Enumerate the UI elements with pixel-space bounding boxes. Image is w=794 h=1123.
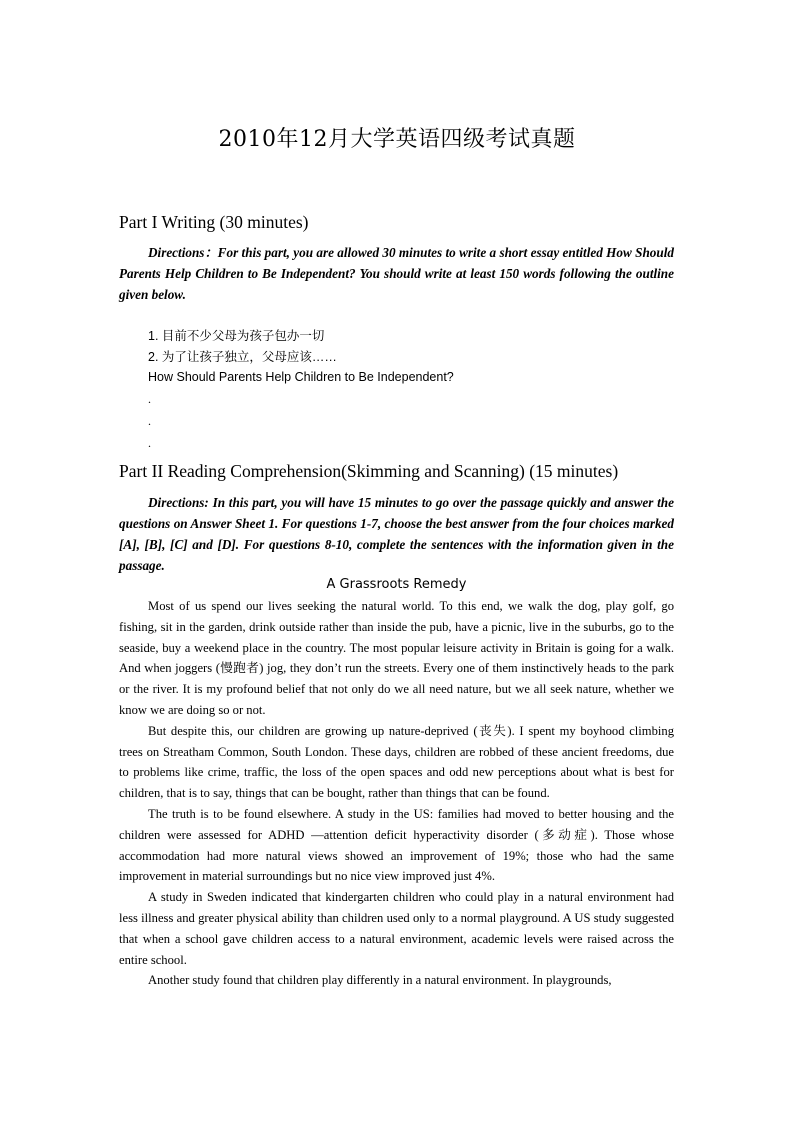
article-paragraph: Most of us spend our lives seeking the natural world. To this end, we walk the dog, play golf, go fishing, sit in the garden, drink outside rather than inside the pub, have a picnic, live in the suburbs, go to the seaside, buy a weekend place in the country. The most popular leisure activity in Britain is going for a walk. And when joggers (慢跑者) jog, they don’t run the streets. Every one of them instinctively heads to the park or the river. It is my profound belief that not only do we all need nature, but we all seek nature, whether we know we are doing so or not. — [119, 599, 674, 717]
essay-title-line: How Should Parents Help Children to Be Independent? — [148, 370, 454, 384]
article-paragraph: But despite this, our children are growing up nature-deprived (丧失). I spent my boyhood climbing trees on Streatham Common, South London. These days, children are robbed of these ancient freedoms, due to problems like crime, traffic, the loss of the open spaces and odd new perceptions about what is best for children, that is to say, things that can be bought, rather than things that can be found. — [119, 723, 674, 801]
blank-line-dot: . — [148, 391, 151, 406]
outline-item: 1. 目前不少父母为孩子包办一切 — [148, 329, 325, 343]
outline-item: 2. 为了让孩子独立，父母应该…… — [148, 349, 337, 364]
part1-directions: Directions：For this part, you are allowed 30 minutes to write a short essay entitled How Should Parents Help Children to Be Independent? You should write at least 150 words following the outline given below. — [119, 245, 674, 302]
article-paragraph: A study in Sweden indicated that kindergarten children who could play in a natural environment had less illness and greater physical ability than children used only to a normal playground. A US study suggested that when a school gave children access to a natural environment, academic levels were raised across the entire school. — [119, 890, 674, 967]
part2-heading: Part II Reading Comprehension(Skimming and Scanning) (15 minutes) — [119, 461, 619, 481]
part1-heading: Part I Writing (30 minutes) — [119, 212, 309, 232]
page-title: 2010年12月大学英语四级考试真题 — [218, 127, 576, 152]
outline-list — [148, 326, 454, 454]
article-paragraph: The truth is to be found elsewhere. A study in the US: families had moved to better housing and the children were assessed for ADHD —attention deficit hyperactivity disorder (多动症). Those whose accommodation had more natural views showed an improvement of 19%; those who had the same improvement in material surroundings but no nice view improved just 4%. — [119, 806, 674, 884]
article-body — [119, 596, 674, 991]
article-title: A Grassroots Remedy — [326, 577, 467, 592]
blank-line-dot: . — [148, 435, 151, 450]
part2-directions: Directions: In this part, you will have 15 minutes to go over the passage quickly and answer the questions on Answer Sheet 1. For questions 1-7, choose the best answer from the four choices marked [A], [B], [C] and [D]. For questions 8-10, complete the sentences with the information given in the passage. — [119, 495, 674, 573]
article-paragraph: Another study found that children play differently in a natural environment. In playgrounds, — [148, 973, 612, 988]
blank-line-dot: . — [148, 413, 151, 428]
